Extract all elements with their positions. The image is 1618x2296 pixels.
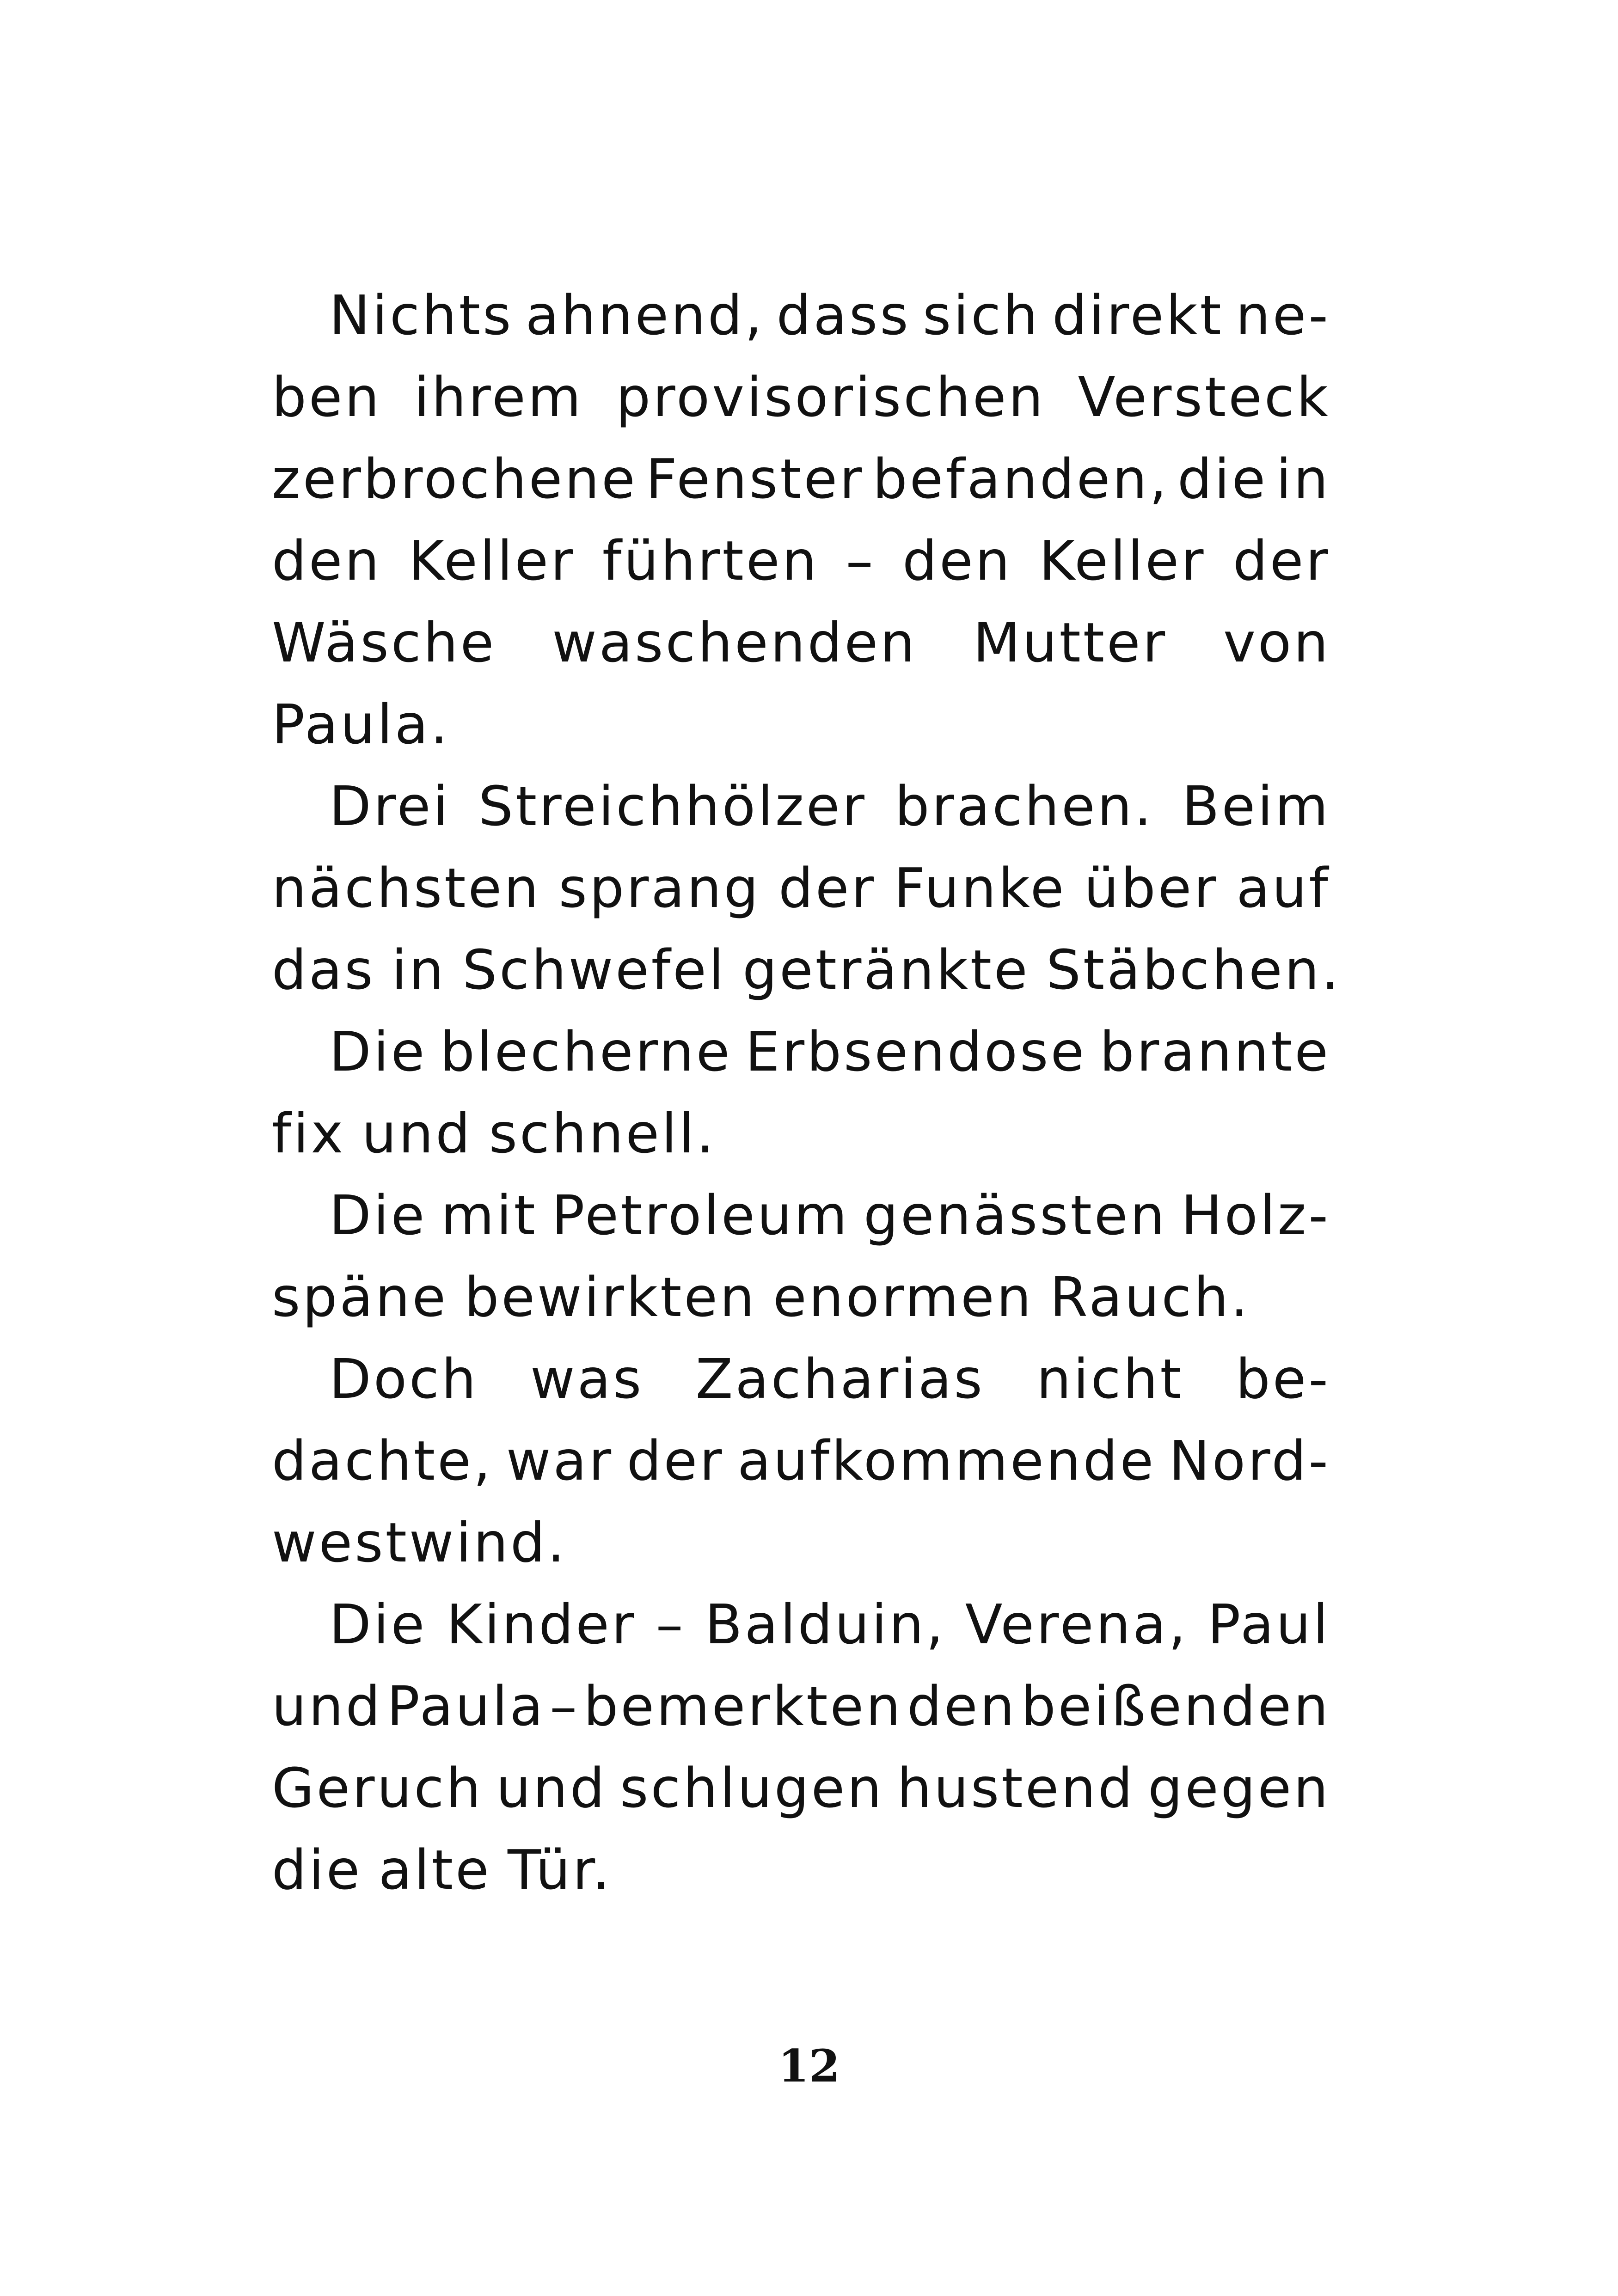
word: Keller [408, 529, 576, 593]
word: Nord- [1169, 1429, 1330, 1493]
word: be- [1235, 1347, 1330, 1411]
word: führten [602, 529, 819, 593]
word: beißenden [1021, 1674, 1330, 1738]
word: enormen [773, 1265, 1034, 1329]
text-line [272, 847, 1330, 929]
word: über [1084, 856, 1219, 920]
word: Geruch [272, 1756, 484, 1820]
body-text [272, 275, 1341, 1911]
word: Drei [329, 774, 451, 838]
word: Nichts [329, 283, 514, 347]
word: schlugen [620, 1756, 884, 1820]
word: und [362, 1102, 473, 1165]
word: bemerkten [583, 1674, 903, 1738]
word: ahnend, [525, 283, 765, 347]
word: und [272, 1674, 383, 1738]
word: provisorischen [616, 365, 1046, 429]
word: Streichhölzer [478, 774, 867, 838]
word: das [272, 938, 375, 1002]
word: den [902, 529, 1012, 593]
word: Paul [1207, 1592, 1330, 1656]
text-line [272, 602, 1330, 684]
text-line [272, 1011, 1330, 1093]
word: gegen [1148, 1756, 1330, 1820]
text-line [272, 1665, 1330, 1747]
word: mit [441, 1183, 538, 1247]
word: der [626, 1429, 724, 1493]
text-line [272, 1502, 1330, 1584]
text-line [272, 1175, 1330, 1256]
word: späne [272, 1265, 448, 1329]
word: dass [776, 283, 911, 347]
text-line [272, 1420, 1330, 1502]
text-line [272, 1093, 1330, 1175]
word: Funke [894, 856, 1066, 920]
word: Fenster [645, 447, 864, 511]
word: die [272, 1838, 362, 1902]
word: Keller [1039, 529, 1206, 593]
word: Balduin, [705, 1592, 946, 1656]
word: Verena, [965, 1592, 1189, 1656]
word: blecherne [440, 1020, 732, 1084]
word: Tür. [508, 1838, 612, 1902]
word: Mutter [973, 611, 1168, 674]
word: direkt [1052, 283, 1224, 347]
word: Wäsche [272, 611, 496, 674]
word: Die [329, 1183, 427, 1247]
text-line [272, 1829, 1330, 1911]
word: nicht [1036, 1347, 1184, 1411]
word: ne- [1236, 283, 1330, 347]
text-line [272, 438, 1330, 520]
word: Rauch. [1049, 1265, 1250, 1329]
word: getränkte [742, 938, 1030, 1002]
word: Petroleum [552, 1183, 850, 1247]
word: in [392, 938, 446, 1002]
word: Stäbchen. [1046, 938, 1341, 1002]
word: Die [329, 1592, 427, 1656]
word: Beim [1182, 774, 1330, 838]
text-line [272, 929, 1341, 1011]
word: Die [329, 1020, 427, 1084]
word: sich [922, 283, 1040, 347]
word: – [846, 529, 876, 593]
word: war [506, 1429, 614, 1493]
text-line [272, 356, 1330, 438]
word: Erbsendose [745, 1020, 1087, 1084]
word: waschenden [552, 611, 917, 674]
word: bewirkten [464, 1265, 757, 1329]
text-line [272, 684, 1330, 765]
word: Doch [329, 1347, 478, 1411]
word: von [1223, 611, 1330, 674]
word: schnell. [489, 1102, 717, 1165]
word: – [550, 1674, 580, 1738]
word: der [1232, 529, 1330, 593]
word: und [496, 1756, 607, 1820]
text-line [272, 520, 1330, 602]
word: Paula [386, 1674, 545, 1738]
word: aufkommende [737, 1429, 1156, 1493]
word: westwind. [272, 1511, 567, 1574]
word: in [1276, 447, 1330, 511]
word: nächsten [272, 856, 541, 920]
text-line [272, 1747, 1330, 1829]
word: die [1177, 447, 1268, 511]
word: hustend [897, 1756, 1135, 1820]
word: dachte, [272, 1429, 493, 1493]
word: ihrem [414, 365, 583, 429]
word: brannte [1099, 1020, 1330, 1084]
text-line [272, 1338, 1330, 1420]
word: Kinder [446, 1592, 637, 1656]
word: der [778, 856, 876, 920]
word: fix [272, 1102, 346, 1165]
text-line [272, 1256, 1330, 1338]
text-line [272, 765, 1330, 847]
text-line [272, 1584, 1330, 1665]
page-number: 12 [778, 2040, 840, 2092]
word: – [656, 1592, 686, 1656]
word: brachen. [895, 774, 1154, 838]
word: Schwefel [462, 938, 726, 1002]
word: Paula. [272, 692, 450, 756]
text-line [272, 275, 1330, 356]
word: Holz- [1181, 1183, 1330, 1247]
word: befanden, [872, 447, 1169, 511]
word: den [272, 529, 382, 593]
word: alte [378, 1838, 491, 1902]
word: was [530, 1347, 644, 1411]
word: Zacharias [695, 1347, 985, 1411]
word: genässten [863, 1183, 1167, 1247]
word: ben [272, 365, 382, 429]
word: auf [1236, 856, 1330, 920]
word: zerbrochene [272, 447, 637, 511]
word: den [907, 1674, 1017, 1738]
word: Versteck [1078, 365, 1330, 429]
word: sprang [558, 856, 761, 920]
